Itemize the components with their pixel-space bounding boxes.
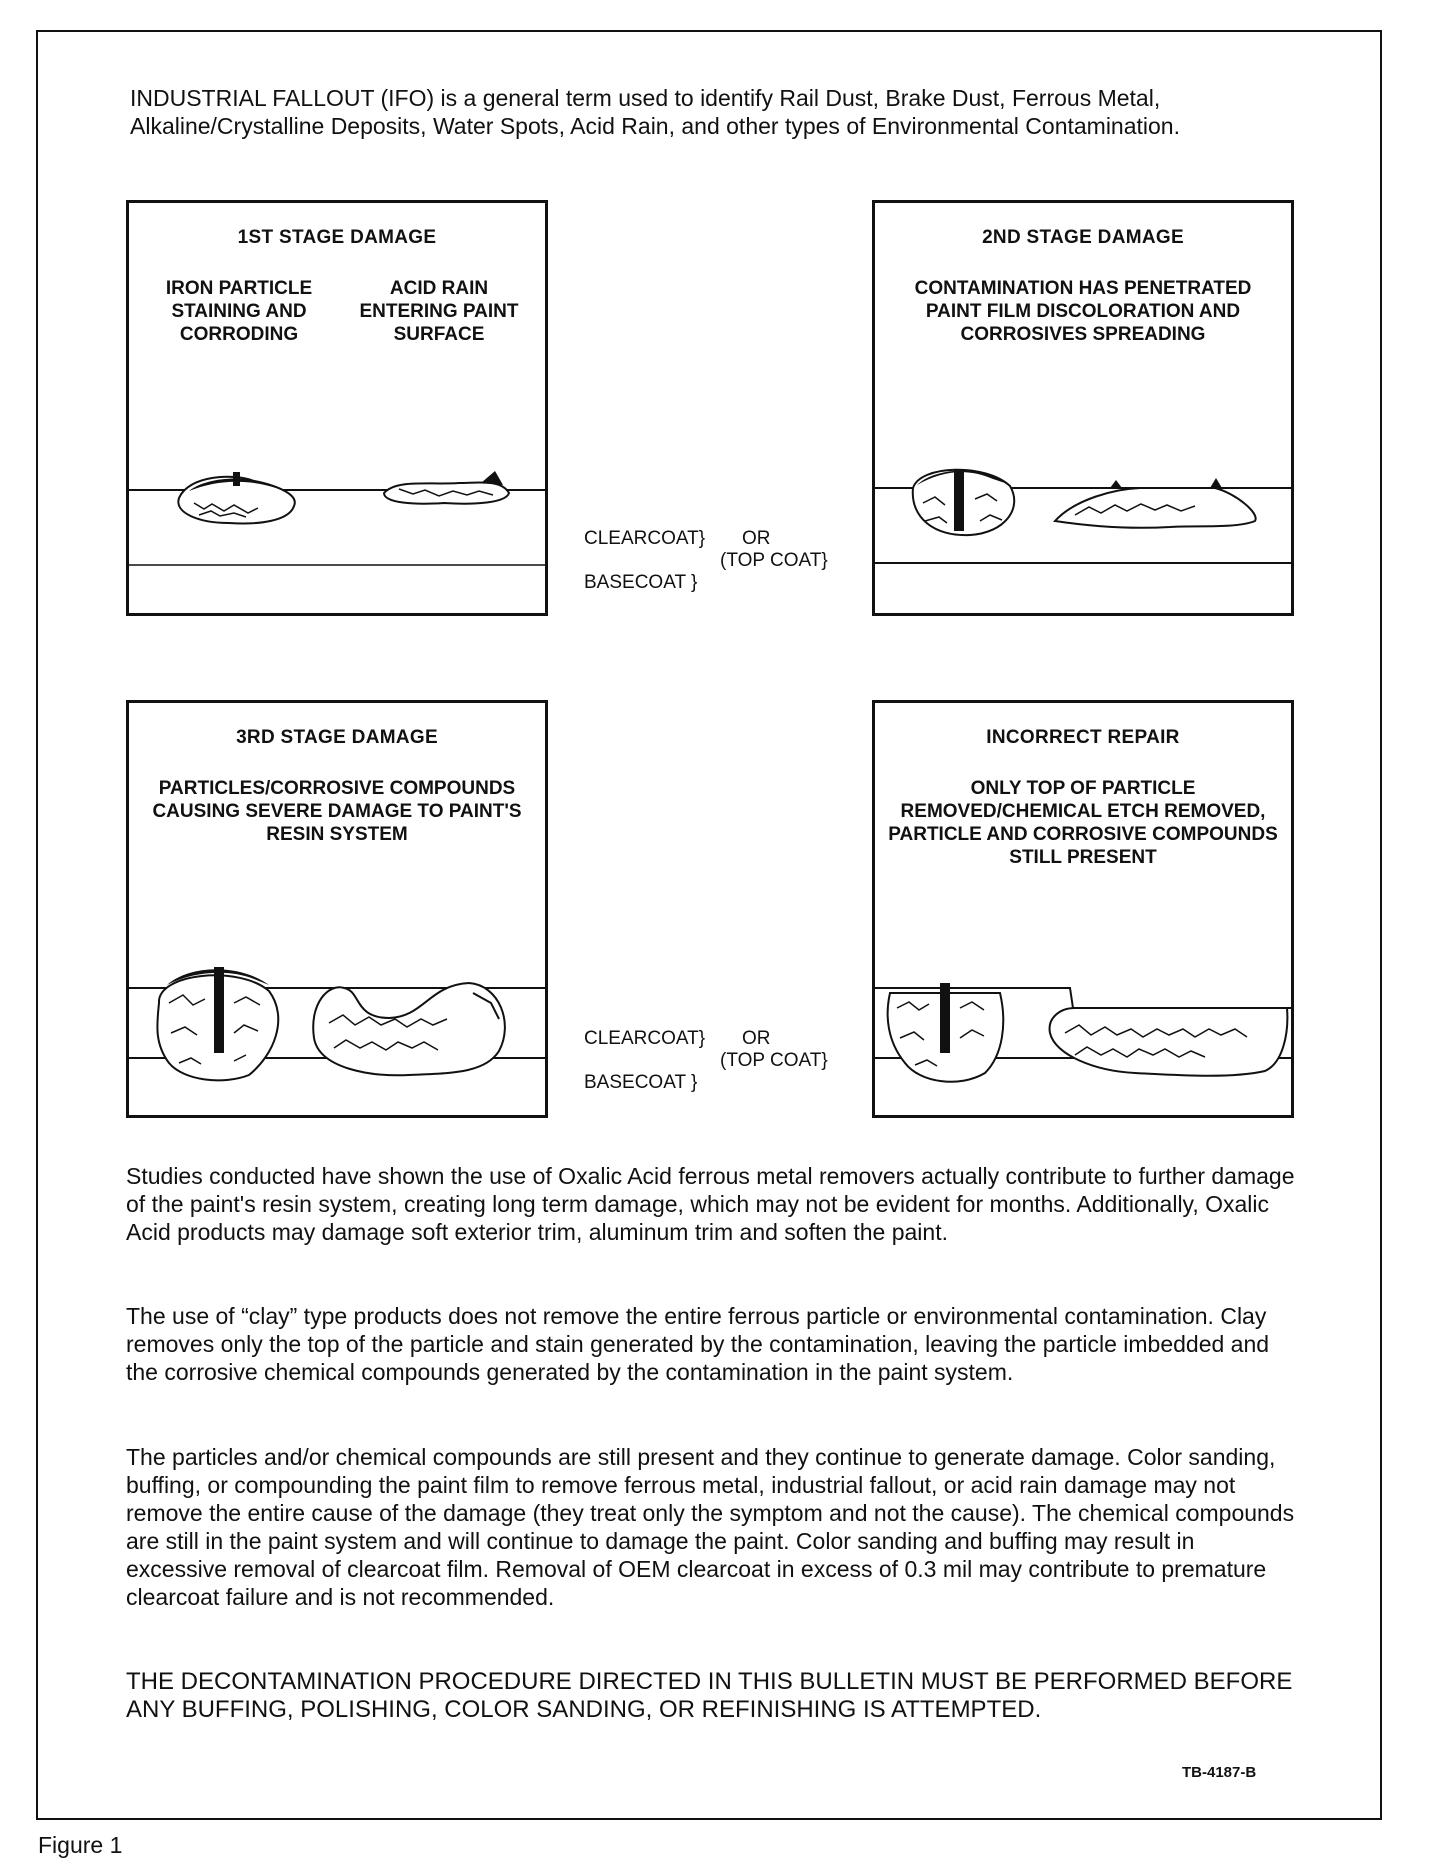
intro-paragraph: INDUSTRIAL FALLOUT (IFO) is a general term used to identify Rail Dust, Brake Dust, Ferrous Metal, Alkaline/Crystalline Deposits, Water Spots, Acid Rain, and other types of Environmental Contamination. bbox=[130, 85, 1180, 139]
legend-clearcoat: CLEARCOAT} OR bbox=[584, 528, 771, 549]
legend-or: OR bbox=[742, 528, 771, 549]
layer-legend bbox=[584, 528, 864, 608]
panel-right-text: ACID RAIN ENTERING PAINT SURFACE bbox=[359, 278, 519, 345]
panel-text: PARTICLES/CORROSIVE COMPOUNDS CAUSING SEVERE DAMAGE TO PAINT'S RESIN SYSTEM bbox=[152, 778, 522, 845]
legend-clearcoat: CLEARCOAT} OR bbox=[584, 1028, 771, 1049]
panel-title: 1ST STAGE DAMAGE bbox=[237, 227, 437, 248]
legend-topcoat: (TOP COAT} bbox=[720, 1050, 828, 1071]
panel-title: 2ND STAGE DAMAGE bbox=[982, 227, 1184, 248]
legend-basecoat: BASECOAT } bbox=[584, 572, 698, 593]
panel-left-text: IRON PARTICLE STAINING AND CORRODING bbox=[165, 278, 313, 345]
figure-caption: Figure 1 bbox=[38, 1832, 123, 1858]
figure-code: TB-4187-B bbox=[1182, 1764, 1257, 1781]
paint-layers-diagram bbox=[875, 203, 1291, 613]
panel-3rd-stage bbox=[126, 700, 548, 1118]
acid-rain-spread bbox=[1055, 488, 1256, 528]
acid-rain-residue bbox=[1050, 1008, 1288, 1076]
legend-or: OR bbox=[742, 1028, 771, 1049]
panel-text: CONTAMINATION HAS PENETRATED PAINT FILM DISCOLORATION AND CORROSIVES SPREADING bbox=[914, 278, 1252, 345]
panel-title: 3RD STAGE DAMAGE bbox=[236, 727, 438, 748]
acid-rain-damage bbox=[313, 983, 505, 1075]
panel-text: ONLY TOP OF PARTICLE REMOVED/CHEMICAL ETCH REMOVED, PARTICLE AND CORROSIVE COMPOUNDS STILL PRESENT bbox=[888, 778, 1278, 868]
warning-statement: THE DECONTAMINATION PROCEDURE DIRECTED IN THIS BULLETIN MUST BE PERFORMED BEFORE ANY BUFFING, POLISHING, COLOR SANDING, OR REFINISHING IS ATTEMPTED. bbox=[126, 1668, 1293, 1723]
layer-legend bbox=[584, 1028, 864, 1108]
panel-2nd-stage bbox=[872, 200, 1294, 616]
legend-topcoat: (TOP COAT} bbox=[720, 550, 828, 571]
legend-basecoat: BASECOAT } bbox=[584, 1072, 698, 1093]
paint-layers-diagram bbox=[129, 703, 545, 1115]
compounds-paragraph: The particles and/or chemical compounds are still present and they continue to generate damage. Color sanding, buffing, or compounding the paint film to remove ferrous metal, industrial fallout, or acid rain damage may not remove the entire cause of the damage (they treat only the symptom and not the cause). The chemical compounds are still in the paint system and will continue to damage the paint. Color sanding and buffing may result in excessive removal of clearcoat film. Removal of OEM clearcoat in excess of 0.3 mil may contribute to premature clearcoat failure and is not recommended. bbox=[126, 1444, 1295, 1610]
paint-layers-diagram bbox=[875, 703, 1291, 1115]
panel-incorrect-repair bbox=[872, 700, 1294, 1118]
panel-1st-stage bbox=[126, 200, 548, 616]
paint-layers-diagram bbox=[129, 203, 545, 613]
panel-title: INCORRECT REPAIR bbox=[986, 727, 1180, 748]
oxalic-acid-paragraph: Studies conducted have shown the use of Oxalic Acid ferrous metal removers actually contribute to further damage of the paint's resin system, creating long term damage, which may not be evident for months. Additionally, Oxalic Acid products may damage soft exterior trim, aluminum trim and soften the paint. bbox=[126, 1163, 1295, 1245]
clay-paragraph: The use of “clay” type products does not remove the entire ferrous particle or environmental contamination. Clay removes only the top of the particle and stain generated by the contamination, leaving the particle imbedded and the corrosive chemical compounds generated by the contamination in the paint system. bbox=[126, 1303, 1270, 1385]
